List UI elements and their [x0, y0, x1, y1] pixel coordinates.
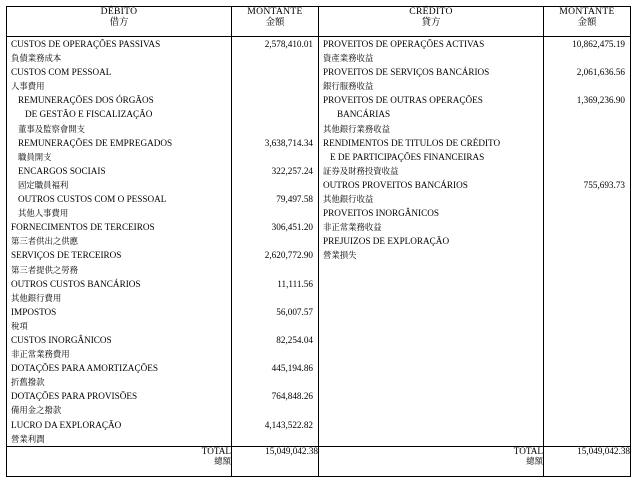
credit-account-line: PROVEITOS DE OPERAÇÕES ACTIVAS — [323, 39, 485, 49]
credit-amount-list — [544, 37, 631, 447]
debit-account-line: DOTAÇÕES PARA PROVISÕES — [11, 391, 138, 402]
debit-account-line: OUTROS CUSTOS COM O PESSOAL — [18, 194, 167, 205]
credit-total-label-cell — [319, 446, 544, 476]
credit-account-line: 其他銀行收益 — [323, 194, 374, 205]
column-header-debit-amount-label: MONTANTE — [247, 6, 303, 17]
debit-amount: 322,257.24 — [271, 165, 313, 176]
credit-account-line: RENDIMENTOS DE TITULOS DE CRÉDITO — [323, 137, 501, 148]
debit-account-line: 負債業務成本 — [11, 53, 62, 64]
credit-account-line: PROVEITOS INORGÂNICOS — [323, 208, 439, 219]
debit-amount-list — [232, 37, 319, 447]
column-header-debit-label: DÉBITO — [100, 6, 138, 17]
debit-account-line: LUCRO DA EXPLORAÇÃO — [11, 419, 122, 430]
debit-amount: 764,848.26 — [271, 391, 313, 402]
debit-total-label: TOTAL — [201, 445, 231, 456]
debit-account-line: IMPOSTOS — [11, 306, 57, 317]
column-header-credit-amount-label-cjk: 金額 — [577, 16, 597, 28]
debit-amount: 82,254.04 — [276, 334, 313, 345]
debit-account-line: 人事費用 — [11, 81, 45, 92]
credit-account-list — [319, 37, 544, 447]
debit-account-list — [7, 37, 232, 447]
debit-account-line: DOTAÇÕES PARA AMORTIZAÇÕES — [11, 363, 158, 374]
debit-account-line: CUSTOS DE OPERAÇÕES PASSIVAS — [11, 39, 161, 49]
table-header — [7, 7, 631, 37]
debit-total-amount-cell — [232, 446, 319, 476]
debit-amount: 2,578,410.01 — [264, 39, 313, 49]
column-header-credit-label-cjk: 貸方 — [421, 16, 441, 28]
debit-account-line: 固定職員褔利 — [18, 179, 69, 190]
debit-account-line: 第三者提供之勞務 — [11, 264, 78, 275]
total-row — [7, 446, 631, 476]
credit-total-amount: 15,049,042.38 — [577, 445, 630, 456]
debit-account-line: CUSTOS COM PESSOAL — [11, 67, 112, 78]
debit-account-line: 營業利潤 — [11, 433, 45, 444]
debit-account-line: 備用金之撥款 — [11, 405, 62, 416]
credit-amount: 2,061,636.56 — [576, 67, 625, 78]
header-row — [7, 7, 631, 37]
table-body — [7, 37, 631, 447]
debit-amount: 11,111.56 — [277, 278, 313, 289]
credit-total-label: TOTAL — [513, 445, 543, 456]
table-footer — [7, 446, 631, 476]
debit-account-line: OUTROS CUSTOS BANCÁRIOS — [11, 278, 141, 289]
credit-account-line: 非正常業務收益 — [323, 222, 382, 233]
debit-account-line: SERVIÇOS DE TERCEIROS — [11, 250, 122, 261]
debit-amount: 2,620,772.90 — [264, 250, 313, 261]
debit-account-line: 稅項 — [11, 320, 28, 331]
debit-amount: 79,497.58 — [276, 194, 313, 205]
table-row — [7, 37, 631, 447]
column-header-credit-amount-label: MONTANTE — [559, 6, 615, 17]
debit-account-line: 職員開支 — [18, 151, 52, 162]
debit-total-amount: 15,049,042.38 — [265, 445, 318, 456]
credit-amount: 10,862,475.19 — [572, 39, 625, 49]
debit-amount: 306,451.20 — [271, 222, 313, 233]
credit-account-line: 銀行服務收益 — [323, 81, 374, 92]
credit-account-line: PROVEITOS DE OUTRAS OPERAÇÕES — [323, 95, 483, 106]
debit-amount: 56,007.57 — [276, 306, 313, 317]
credit-amount: 1,369,236.90 — [576, 95, 625, 106]
column-header-credit-label: CRÉDITO — [409, 6, 453, 17]
credit-account-line: 証券及財務投資收益 — [323, 165, 399, 176]
credit-account-line: 其他銀行業務收益 — [323, 123, 390, 134]
debit-account-line: 非正常業務費用 — [11, 349, 70, 360]
debit-account-line: REMUNERAÇÕES DOS ÓRGÃOS — [18, 95, 154, 106]
column-header-debit — [7, 7, 232, 37]
debit-amount: 3,638,714.34 — [264, 137, 313, 148]
debit-account-line: CUSTOS INORGÂNICOS — [11, 334, 112, 345]
debit-account-line: DE GESTÃO E FISCALIZAÇÃO — [25, 109, 153, 120]
debit-amount: 4,143,522.82 — [264, 419, 313, 430]
debit-account-line: 折舊撥款 — [11, 377, 45, 388]
debit-account-line: 其他人事費用 — [18, 208, 69, 219]
profit-and-loss-table — [6, 6, 631, 477]
debit-account-line: 其他銀行費用 — [11, 292, 62, 303]
debit-account-line: 第三者供出之供應 — [11, 236, 78, 247]
column-header-debit-amount-label-cjk: 金額 — [265, 16, 285, 28]
credit-account-line: E DE PARTICIPAÇÕES FINANCEIRAS — [330, 151, 485, 162]
debit-account-line: REMUNERAÇÕES DE EMPREGADOS — [18, 137, 173, 148]
column-header-debit-amount — [232, 7, 319, 37]
credit-account-line: BANCÁRIAS — [337, 109, 391, 120]
debit-total-label-cell — [7, 446, 232, 476]
debit-account-line: FORNECIMENTOS DE TERCEIROS — [11, 222, 155, 233]
debit-account-line: 董事及監察會開支 — [18, 123, 85, 134]
credit-account-line: PROVEITOS DE SERVIÇOS BANCÁRIOS — [323, 67, 490, 78]
debit-account-line: ENCARGOS SOCIAIS — [18, 165, 106, 176]
credit-total-amount-cell — [544, 446, 631, 476]
debit-total-label-cjk: 總額 — [214, 456, 231, 467]
credit-account-line: 資產業務收益 — [323, 53, 374, 64]
column-header-credit — [319, 7, 544, 37]
credit-total-label-cjk: 總額 — [526, 456, 543, 467]
column-header-credit-amount — [544, 7, 631, 37]
credit-account-line: PREJUIZOS DE EXPLORAÇÃO — [323, 236, 450, 247]
column-header-debit-label-cjk: 借方 — [109, 16, 129, 28]
debit-amount: 445,194.86 — [271, 363, 313, 374]
credit-account-line: 營業損失 — [323, 250, 357, 261]
credit-amount: 755,693.73 — [583, 179, 625, 190]
credit-account-line: OUTROS PROVEITOS BANCÁRIOS — [323, 179, 468, 190]
